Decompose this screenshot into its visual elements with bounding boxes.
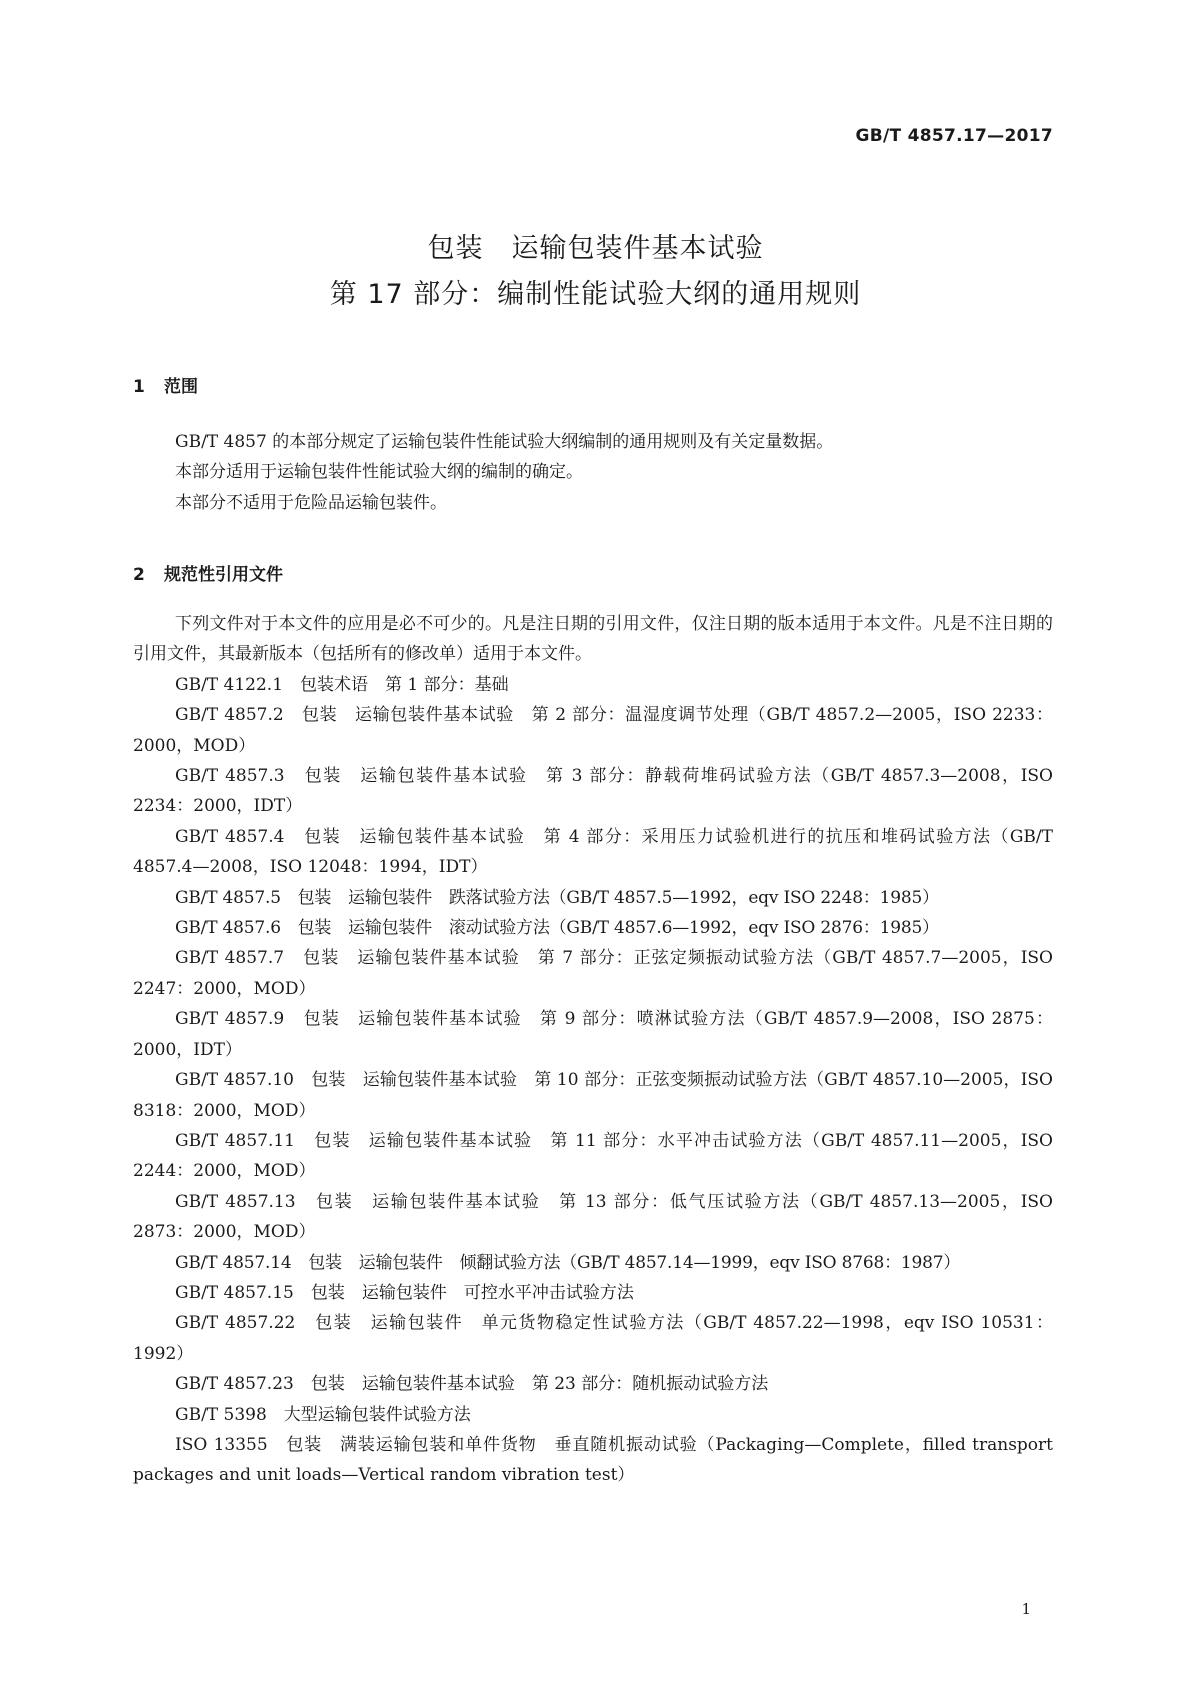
section-2-intro: 下列文件对于本文件的应用是必不可少的。凡是注日期的引用文件，仅注日期的版本适用于本文件。凡是不注日期的引用文件，其最新版本（包括所有的修改单）适用于本文件。 <box>133 614 1053 665</box>
section-1-title: 范围 <box>164 377 198 397</box>
reference-item: GB/T 4857.3 包装 运输包装件基本试验 第 3 部分：静载荷堆码试验方法（GB/T 4857.3—2008，ISO 2234：2000，IDT） <box>133 766 1053 817</box>
section-2-number: 2 <box>133 565 145 585</box>
reference-item: GB/T 4857.15 包装 运输包装件 可控水平冲击试验方法 <box>175 1282 634 1303</box>
page-number: 1 <box>1021 1600 1031 1618</box>
reference-item: GB/T 4857.11 包装 运输包装件基本试验 第 11 部分：水平冲击试验方法（GB/T 4857.11—2005，ISO 2244：2000，MOD） <box>133 1130 1053 1182</box>
section-2-heading <box>133 560 283 585</box>
reference-item: ISO 13355 包装 满装运输包装和单件货物 垂直随机振动试验（Packaging—Complete，filled transport packages and unit loads—Vertical random vibration test） <box>133 1434 1053 1486</box>
reference-item: GB/T 4857.4 包装 运输包装件基本试验 第 4 部分：采用压力试验机进行的抗压和堆码试验方法（GB/T 4857.4—2008，ISO 12048：1994，IDT） <box>133 826 1053 878</box>
reference-item: GB/T 4857.7 包装 运输包装件基本试验 第 7 部分：正弦定频振动试验方法（GB/T 4857.7—2005，ISO 2247：2000，MOD） <box>133 948 1053 999</box>
reference-item: GB/T 4857.14 包装 运输包装件 倾翻试验方法（GB/T 4857.14—1999，eqv ISO 8768：1987） <box>175 1252 961 1273</box>
reference-item: GB/T 4857.23 包装 运输包装件基本试验 第 23 部分：随机振动试验方法 <box>175 1374 769 1395</box>
reference-item: GB/T 4857.5 包装 运输包装件 跌落试验方法（GB/T 4857.5—1992，eqv ISO 2248：1985） <box>175 887 939 908</box>
section-1-paragraph: 本部分适用于运输包装件性能试验大纲的编制的确定。 <box>175 462 583 483</box>
section-1-body <box>133 427 1053 518</box>
document-title-line2: 第 17 部分：编制性能试验大纲的通用规则 <box>329 279 862 310</box>
section-1-number: 1 <box>133 377 145 397</box>
standard-code: GB/T 4857.17—2017 <box>855 126 1053 146</box>
reference-item: GB/T 4857.22 包装 运输包装件 单元货物稳定性试验方法（GB/T 4857.22—1998，eqv ISO 10531：1992） <box>133 1313 1053 1364</box>
document-title-line1: 包装 运输包装件基本试验 <box>427 233 764 264</box>
section-1-heading <box>133 372 198 397</box>
reference-item: GB/T 5398 大型运输包装件试验方法 <box>175 1404 471 1425</box>
reference-item: GB/T 4857.6 包装 运输包装件 滚动试验方法（GB/T 4857.6—1992，eqv ISO 2876：1985） <box>175 918 939 939</box>
reference-item: GB/T 4857.13 包装 运输包装件基本试验 第 13 部分：低气压试验方法（GB/T 4857.13—2005，ISO 2873：2000，MOD） <box>133 1191 1053 1243</box>
section-1-paragraph: GB/T 4857 的本部分规定了运输包装件性能试验大纲编制的通用规则及有关定量数据。 <box>175 432 834 452</box>
reference-item: GB/T 4857.2 包装 运输包装件基本试验 第 2 部分：温湿度调节处理（GB/T 4857.2—2005，ISO 2233：2000，MOD） <box>133 705 1053 756</box>
section-1-paragraph: 本部分不适用于危险品运输包装件。 <box>175 492 447 513</box>
section-2-body <box>133 609 1053 1491</box>
reference-item: GB/T 4857.9 包装 运输包装件基本试验 第 9 部分：喷淋试验方法（GB/T 4857.9—2008，ISO 2875：2000，IDT） <box>133 1009 1053 1060</box>
section-2-title: 规范性引用文件 <box>164 565 283 585</box>
reference-item: GB/T 4857.10 包装 运输包装件基本试验 第 10 部分：正弦变频振动试验方法（GB/T 4857.10—2005，ISO 8318：2000，MOD） <box>133 1070 1053 1121</box>
reference-item: GB/T 4122.1 包装术语 第 1 部分：基础 <box>175 674 509 695</box>
